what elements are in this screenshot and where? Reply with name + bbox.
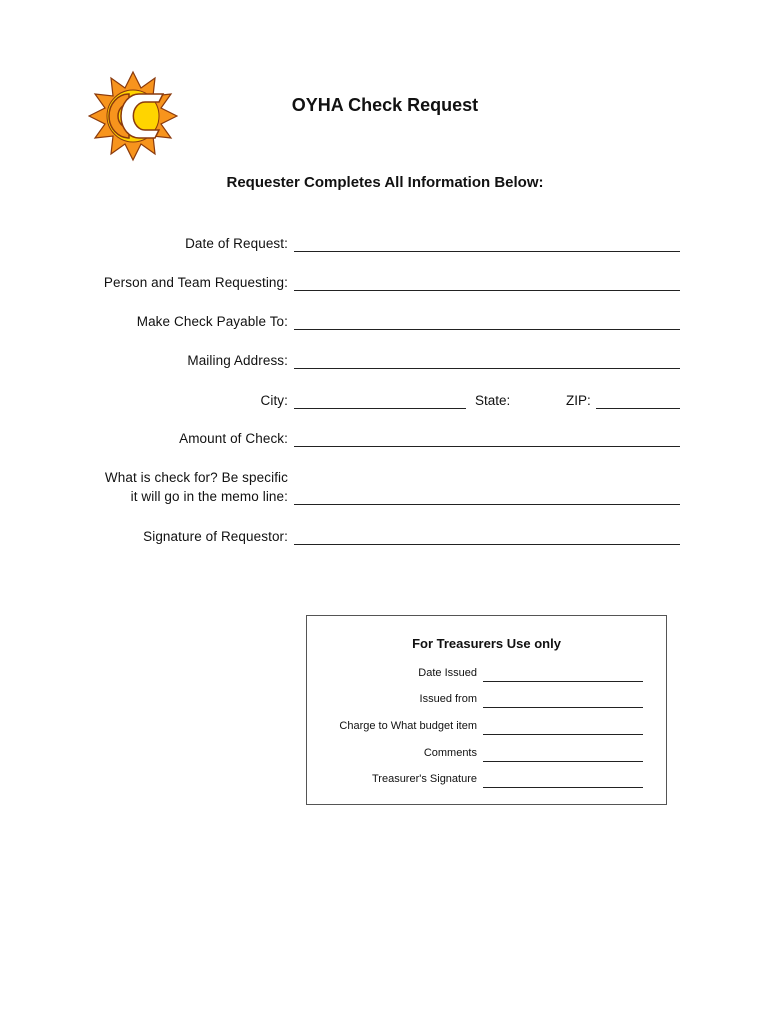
payable-to-field[interactable] [294,329,680,330]
date-issued-field[interactable] [483,681,643,682]
mailing-address-field[interactable] [294,368,680,369]
signature-label: Signature of Requestor: [143,529,288,544]
city-label: City: [260,393,288,408]
issued-from-label: Issued from [419,693,477,705]
amount-label: Amount of Check: [179,431,288,446]
oyha-sun-logo-icon [88,70,178,162]
city-field[interactable] [294,408,466,409]
zip-label: ZIP: [566,393,591,408]
treasurer-use-box [306,615,667,805]
signature-field[interactable] [294,544,680,545]
page-title: OYHA Check Request [291,95,479,115]
date-of-request-field[interactable] [294,251,680,252]
treasurer-signature-label: Treasurer's Signature [371,773,477,785]
charge-to-label: Charge to What budget item [339,720,477,732]
amount-field[interactable] [294,446,680,447]
purpose-label-line1: What is check for? Be specific [104,470,288,485]
state-label: State: [475,393,511,408]
purpose-label-line2: it will go in the memo line: [130,489,288,504]
mailing-address-label: Mailing Address: [187,353,288,368]
zip-field[interactable] [596,408,680,409]
form-instructions: Requester Completes All Information Below: [226,174,544,191]
purpose-field[interactable] [294,504,680,505]
charge-to-field[interactable] [483,734,643,735]
date-of-request-label: Date of Request: [185,236,288,251]
comments-field[interactable] [483,761,643,762]
person-team-label: Person and Team Requesting: [103,275,288,290]
treasurer-signature-field[interactable] [483,787,643,788]
comments-label: Comments [423,747,477,759]
treasurer-box-title: For Treasurers Use only [412,636,561,651]
issued-from-field[interactable] [483,707,643,708]
person-team-field[interactable] [294,290,680,291]
date-issued-label: Date Issued [418,667,477,679]
payable-to-label: Make Check Payable To: [136,314,288,329]
